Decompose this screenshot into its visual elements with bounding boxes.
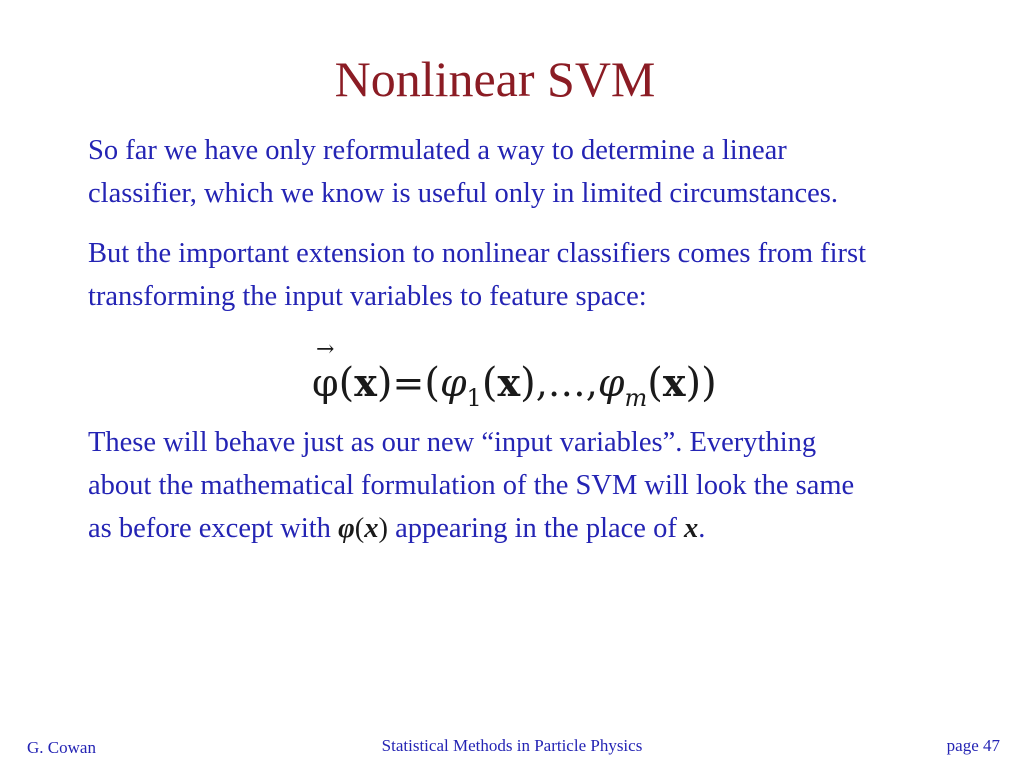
vector-arrow-icon: →: [316, 337, 335, 362]
paragraph-line: These will behave just as our new “input variables”. Everything: [88, 427, 817, 458]
x-vector: x: [497, 360, 521, 405]
paren-close: ): [701, 360, 717, 406]
footer-author: G. Cowan: [27, 738, 96, 757]
paren-open: (: [481, 360, 498, 406]
footer-page-number: page 47: [946, 736, 1000, 755]
paragraph-conclusion: [88, 421, 968, 550]
subscript-m: m: [624, 384, 648, 412]
phi-symbol: φ: [312, 361, 339, 405]
x-bold-symbol: x: [683, 513, 699, 544]
phi-component: φ: [439, 361, 467, 405]
paragraph-line: But the important extension to nonlinear classifiers comes from first: [88, 238, 867, 269]
footer-course: Statistical Methods in Particle Physics: [381, 736, 643, 755]
text-fragment: .: [698, 513, 706, 544]
ellipsis: ,…,: [535, 361, 598, 405]
paren-open: (: [354, 513, 365, 544]
paragraph-extension: [88, 232, 968, 318]
feature-map-equation: [312, 337, 717, 413]
paren-close: ): [378, 513, 388, 544]
x-vector: x: [354, 360, 377, 405]
phi-vector: [312, 337, 339, 413]
paragraph-line: transforming the input variables to feature space:: [88, 281, 647, 312]
paren-open: (: [338, 360, 355, 406]
slide-title: Nonlinear SVM: [334, 51, 656, 107]
paragraph-line: about the mathematical formulation of the SVM will look the same: [88, 470, 855, 501]
text-fragment: as before except with: [88, 513, 339, 544]
phi-bold-symbol: φ: [338, 513, 355, 544]
paren-open: (: [647, 360, 663, 406]
x-vector: x: [662, 360, 686, 405]
paren-close: ): [685, 360, 702, 406]
subscript-1: 1: [466, 384, 482, 412]
equals-sign: =: [392, 361, 425, 405]
paragraph-line: So far we have only reformulated a way to determine a linear: [88, 135, 787, 166]
paren-close: ): [520, 360, 536, 406]
paragraph-intro: [88, 129, 968, 215]
paragraph-line: [88, 507, 968, 550]
phi-component: φ: [597, 361, 625, 405]
paren-close: ): [376, 360, 393, 406]
x-bold-symbol: x: [364, 513, 379, 544]
paragraph-line: classifier, which we know is useful only in limited circumstances.: [88, 178, 838, 209]
text-fragment: appearing in the place of: [387, 513, 684, 544]
paren-open: (: [424, 360, 440, 406]
